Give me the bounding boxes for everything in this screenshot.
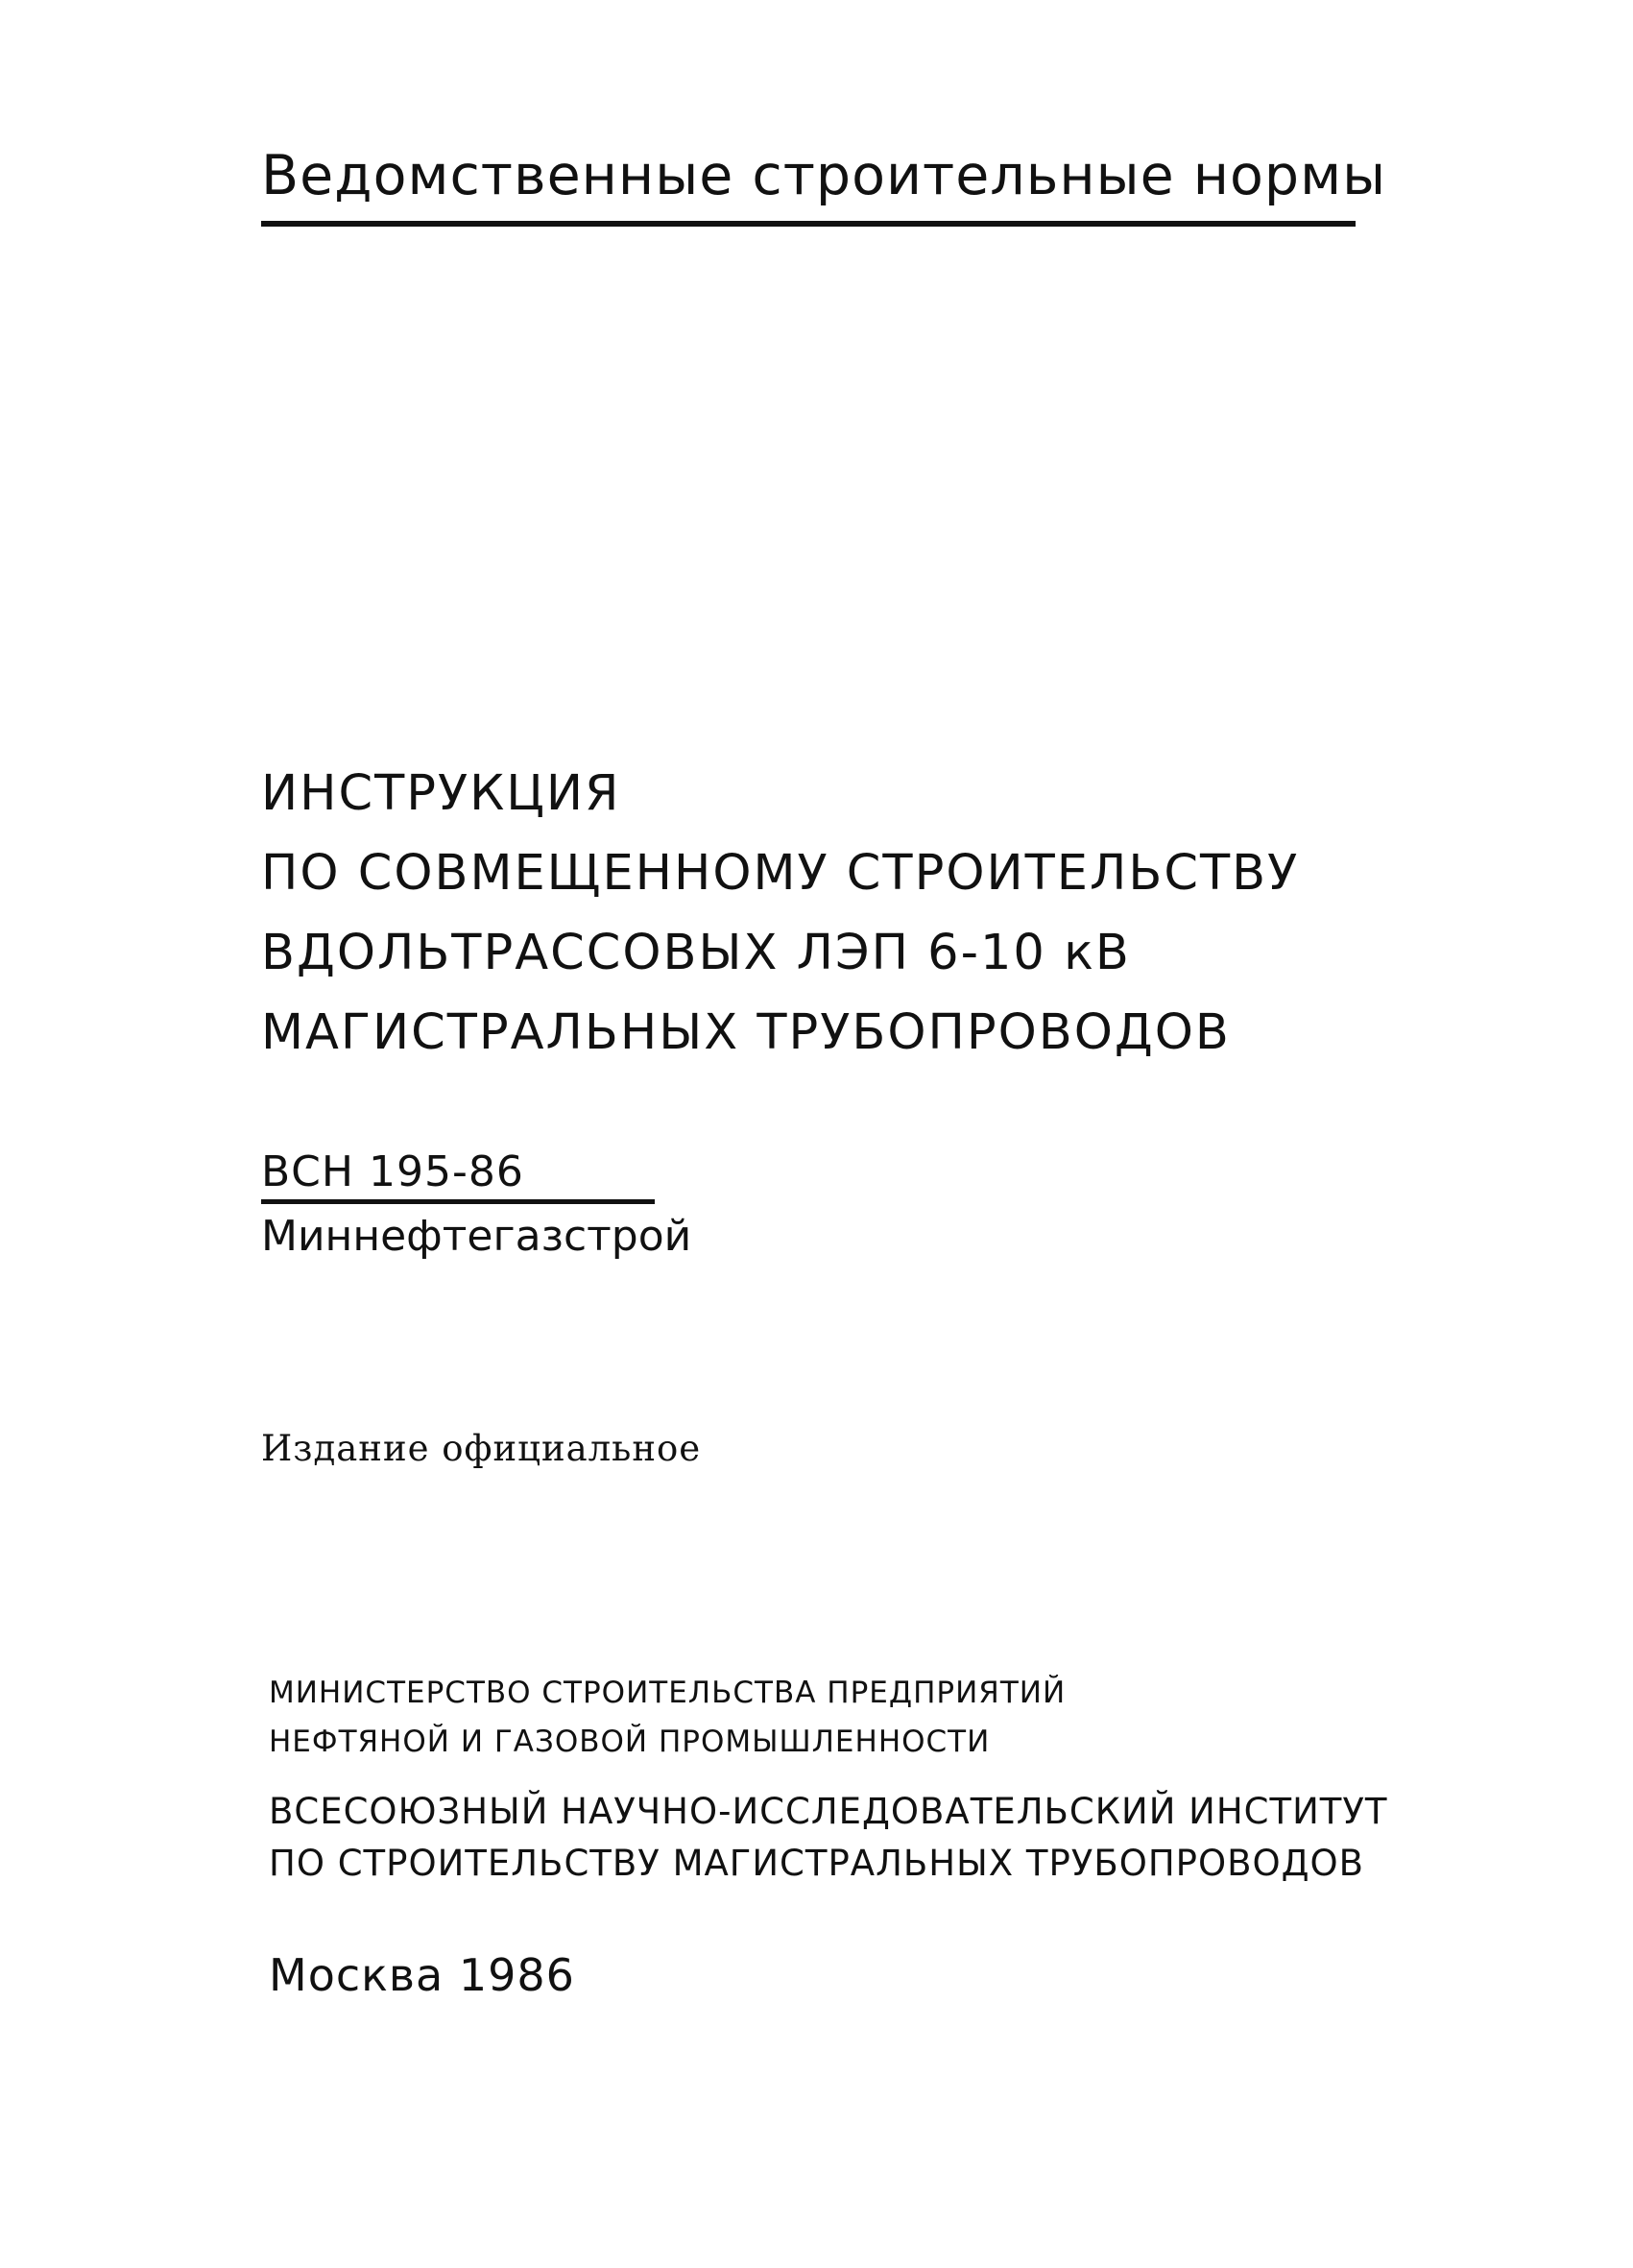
institute-block: [269, 1786, 1388, 1890]
ministry-line-1: МИНИСТЕРСТВО СТРОИТЕЛЬСТВА ПРЕДПРИЯТИЙ: [269, 1676, 1067, 1710]
place-and-year: Москва 1986: [269, 1949, 575, 2001]
document-code: ВСН 195-86: [261, 1147, 524, 1196]
series-title-underline: [261, 221, 1356, 227]
institute-line-1: ВСЕСОЮЗНЫЙ НАУЧНО-ИССЛЕДОВАТЕЛЬСКИЙ ИНСТИТУТ: [269, 1791, 1388, 1832]
document-title: [261, 754, 1299, 1073]
ministry-line-2: НЕФТЯНОЙ И ГАЗОВОЙ ПРОМЫШЛЕННОСТИ: [269, 1725, 991, 1759]
ministry-short-name: Миннефтегазстрой: [261, 1212, 692, 1261]
edition-note: Издание официальное: [261, 1428, 702, 1469]
document-code-underline: [261, 1199, 655, 1204]
series-title: Ведомственные строительные нормы: [261, 144, 1387, 207]
title-line-1: ИНСТРУКЦИЯ: [261, 765, 621, 822]
title-line-4: МАГИСТРАЛЬНЫХ ТРУБОПРОВОДОВ: [261, 1004, 1231, 1061]
institute-line-2: ПО СТРОИТЕЛЬСТВУ МАГИСТРАЛЬНЫХ ТРУБОПРОВОДОВ: [269, 1843, 1365, 1884]
ministry-block: [269, 1669, 1066, 1767]
title-line-2: ПО СОВМЕЩЕННОМУ СТРОИТЕЛЬСТВУ: [261, 845, 1300, 902]
title-line-3: ВДОЛЬТРАССОВЫХ ЛЭП 6-10 кВ: [261, 925, 1131, 981]
